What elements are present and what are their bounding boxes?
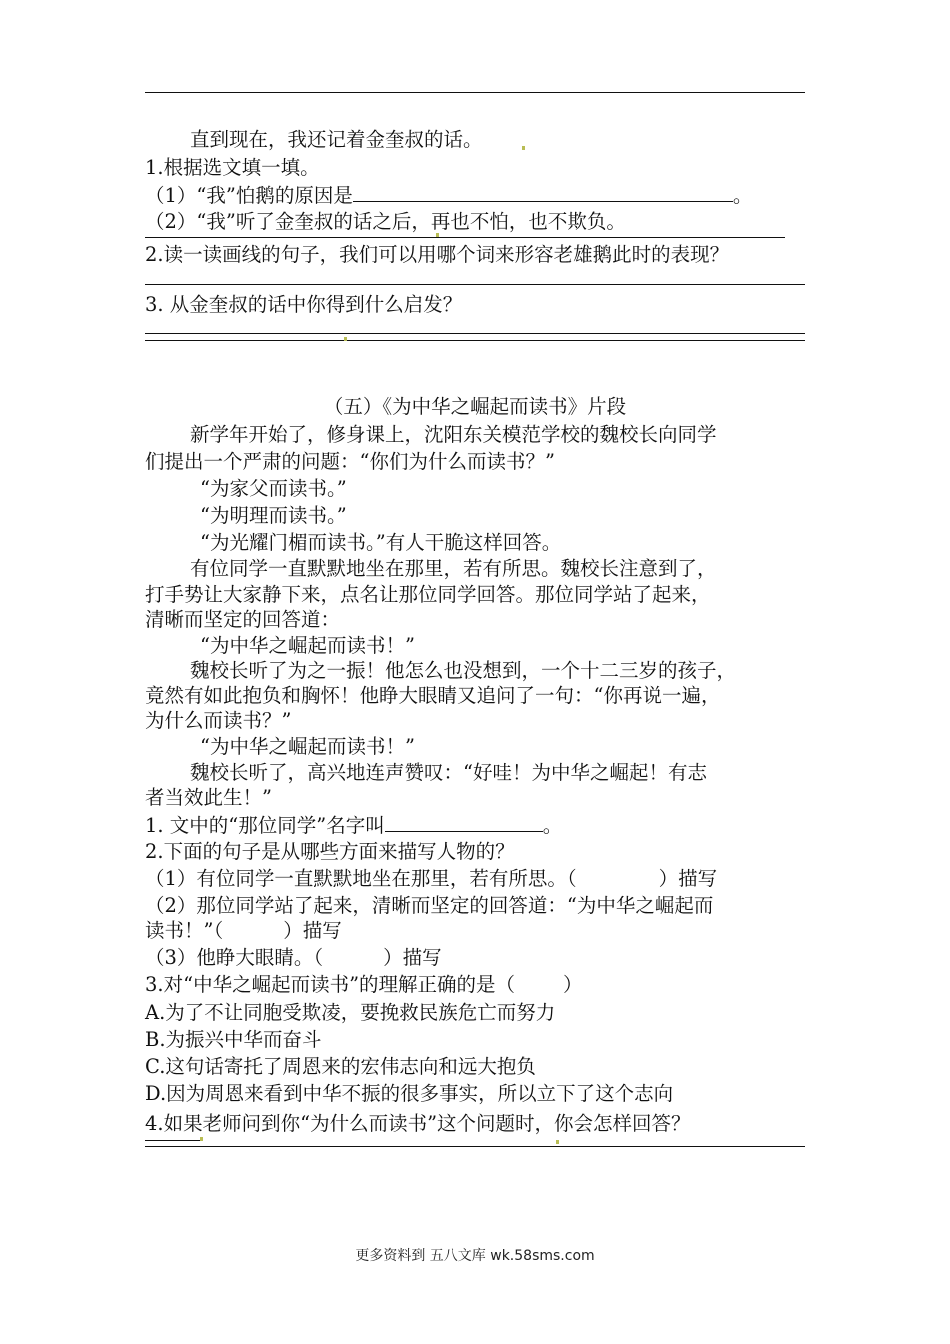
passage-line: 们提出一个严肃的问题：“你们为什么而读书？” [145, 450, 555, 473]
s5-q1-end: 。 [542, 814, 563, 837]
s4-q1-part1-end: 。 [732, 184, 753, 207]
option-c[interactable]: C.这句话寄托了周恩来的宏伟志向和远大抱负 [145, 1055, 536, 1078]
passage-line: 打手势让大家静下来，点名让那位同学回答。那位同学站了起来， [145, 583, 711, 606]
s4-question-2: 2.读一读画线的句子，我们可以用哪个词来形容老雄鹅此时的表现？ [145, 243, 730, 266]
s5-q2-2-text: 读书！”（ [145, 919, 224, 942]
marker-dot [522, 146, 525, 150]
s5-question-2-part-2: （2）那位同学站了起来，清晰而坚定的回答道：“为中华之崛起而 [145, 894, 714, 917]
option-d[interactable]: D.因为周恩来看到中华不振的很多事实，所以立下了这个志向 [145, 1082, 674, 1105]
passage-line: “为中华之崛起而读书！” [200, 634, 415, 657]
s4-question-1: 1.根据选文填一填。 [145, 156, 320, 179]
header-rule [145, 92, 805, 93]
marker-dot [556, 1140, 559, 1144]
answer-line[interactable] [145, 1140, 200, 1141]
s5-q3-end: ） [563, 973, 583, 996]
passage-line: “为家父而读书。” [200, 477, 347, 500]
s5-question-1 [145, 813, 562, 838]
closing-line: 直到现在，我还记着金奎叔的话。 [190, 128, 483, 151]
s5-question-2-part-2-cont [145, 919, 342, 943]
answer-line[interactable] [145, 1146, 805, 1147]
passage-line: 清晰而坚定的回答道： [145, 608, 341, 631]
s5-q2-2-end: ）描写 [283, 919, 342, 942]
s5-q2-3-end: ）描写 [383, 946, 442, 969]
passage-line: “为光耀门楣而读书。”有人干脆这样回答。 [200, 531, 562, 554]
marker-dot [436, 233, 439, 237]
answer-line[interactable] [145, 237, 785, 238]
s5-question-2: 2.下面的句子是从哪些方面来描写人物的？ [145, 840, 515, 863]
marker-dot [200, 1137, 203, 1141]
answer-blank[interactable] [353, 183, 733, 202]
s5-question-3 [145, 973, 583, 997]
s5-question-2-part-1 [145, 867, 717, 891]
passage-line: 竟然有如此抱负和胸怀！他睁大眼睛又追问了一句：“你再说一遍， [145, 684, 721, 707]
answer-blank[interactable] [385, 813, 543, 832]
marker-dot [344, 337, 347, 341]
passage-line: 为什么而读书？” [145, 709, 292, 732]
s5-question-2-part-3 [145, 946, 442, 970]
s5-q2-3-text: （3）他睁大眼睛。（ [145, 946, 324, 969]
s5-q3-text: 3.对“中华之崛起而读书”的理解正确的是（ [145, 973, 516, 996]
passage-line: “为明理而读书。” [200, 504, 347, 527]
option-a[interactable]: A.为了不让同胞受欺凌，要挽救民族危亡而努力 [145, 1001, 556, 1024]
passage-line: 有位同学一直默默地坐在那里，若有所思。魏校长注意到了， [190, 557, 717, 580]
answer-line[interactable] [145, 333, 805, 334]
answer-line[interactable] [145, 340, 805, 341]
s5-q2-1-end: ）描写 [658, 867, 718, 890]
answer-line[interactable] [145, 284, 805, 285]
s4-question-1-part-2: （2）“我”听了金奎叔的话之后，再也不怕，也不欺负。 [145, 210, 626, 233]
s5-q2-1-text: （1）有位同学一直默默地坐在那里，若有所思。（ [145, 867, 577, 890]
s4-question-3: 3. 从金奎叔的话中你得到什么启发？ [145, 293, 463, 316]
s5-question-4: 4.如果老师问到你“为什么而读书”这个问题时，你会怎样回答？ [145, 1112, 691, 1135]
passage-line: “为中华之崛起而读书！” [200, 735, 415, 758]
s4-question-1-part-1 [145, 183, 752, 208]
s4-q1-part1-text: （1）“我”怕鹅的原因是 [145, 184, 353, 207]
section-title: （五）《为中华之崛起而读书》片段 [323, 395, 627, 418]
s5-q1-text: 1. 文中的“那位同学”名字叫 [145, 814, 385, 837]
passage-line: 魏校长听了为之一振！他怎么也没想到，一个十二三岁的孩子， [190, 659, 737, 682]
option-b[interactable]: B.为振兴中华而奋斗 [145, 1028, 322, 1051]
passage-line: 新学年开始了，修身课上，沈阳东关模范学校的魏校长向同学 [190, 423, 717, 446]
passage-line: 者当效此生！” [145, 786, 272, 809]
passage-line: 魏校长听了，高兴地连声赞叹：“好哇！为中华之崛起！有志 [190, 761, 707, 784]
footer-watermark: 更多资料到 五八文库 wk.58sms.com [355, 1248, 595, 1264]
